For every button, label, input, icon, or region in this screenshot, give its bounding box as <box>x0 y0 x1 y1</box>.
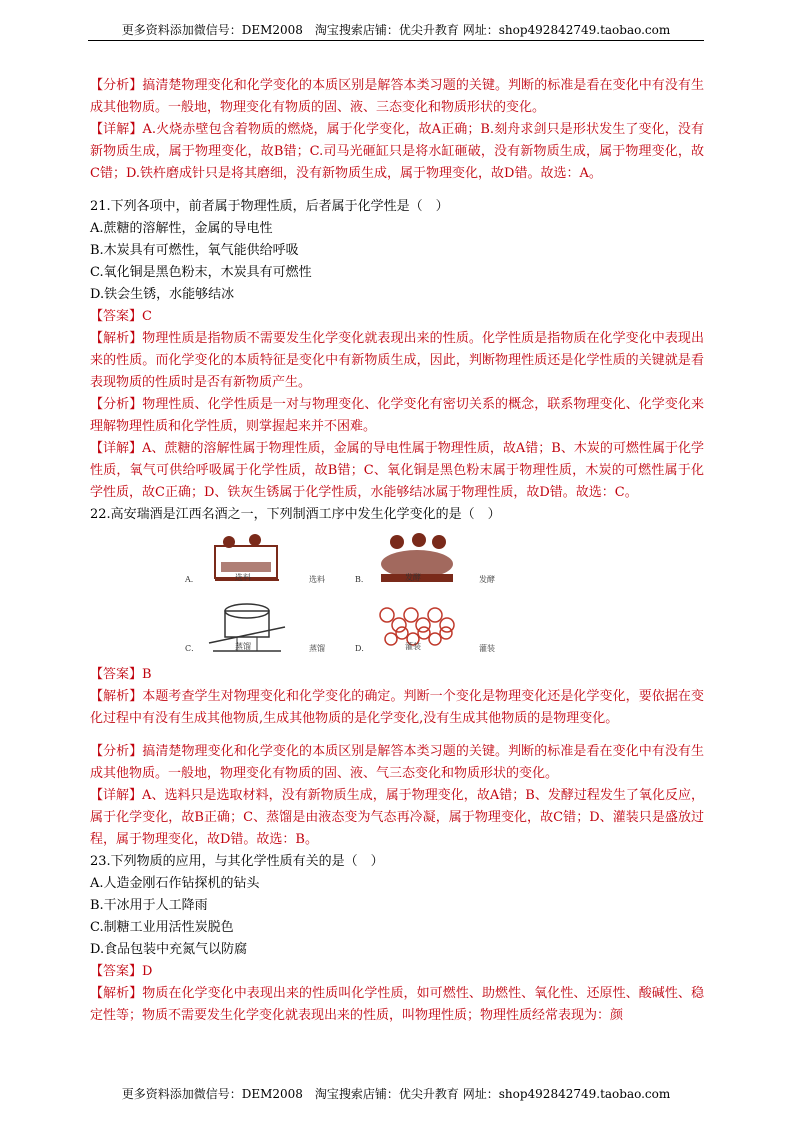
answer-text: 【分析】搞清楚物理变化和化学变化的本质区别是解答本类习题的关键。判断的标准是看在变化中有没有生成其他物质。一般地，物理变化有物质的固、液、三态变化和物质形状的变化。 <box>90 78 704 115</box>
panel-label: 选料 <box>309 575 325 584</box>
illustration-mark <box>221 562 271 572</box>
process-figure <box>185 526 525 664</box>
panel-caption: 选料 <box>235 573 251 582</box>
spacer <box>90 185 704 196</box>
figure-panel <box>355 595 525 664</box>
answer-text: 【答案】B <box>90 667 152 682</box>
question-text: D.食品包装中充氮气以防腐 <box>90 942 248 957</box>
question-text: D.铁会生锈，水能够结冰 <box>90 287 235 302</box>
panel-label: 灌装 <box>479 644 495 653</box>
question-text: A.人造金刚石作钻探机的钻头 <box>90 876 260 891</box>
answer-text: 【解析】物理性质是指物质不需要发生化学变化就表现出来的性质。化学性质是指物质在化学变化中表现出来的性质。而化学变化的本质特征是变化中有新物质生成，因此，判断物理性质还是化学性质的关键就是看表现物质的性质时是否有新物质产生。 <box>90 331 704 390</box>
illustration-mark <box>412 533 426 547</box>
panel-label: 蒸馏 <box>309 644 325 653</box>
question-text: 23.下列物质的应用，与其化学性质有关的是（ ） <box>90 854 384 869</box>
illustration-mark <box>404 608 418 622</box>
page-footer: 更多资料添加微信号：DEM2008 淘宝搜索店铺：优尖升教育 网址：shop492842749.taobao.com <box>121 1087 671 1101</box>
header-divider <box>88 40 704 41</box>
question-text: C.氧化铜是黑色粉末，木炭具有可燃性 <box>90 265 312 280</box>
illustration-mark <box>396 627 408 639</box>
illustration-mark <box>440 627 452 639</box>
illustration-mark <box>428 608 442 622</box>
option-letter: A． <box>185 575 199 584</box>
question-text: 22.高安瑞酒是江西名酒之一，下列制酒工序中发生化学变化的是（ ） <box>90 507 501 522</box>
option-letter: D． <box>355 644 370 653</box>
spacer <box>90 730 704 741</box>
answer-text: 【答案】C <box>90 309 152 324</box>
page-header: 更多资料添加微信号：DEM2008 淘宝搜索店铺：优尖升教育 网址：shop492842749.taobao.com <box>121 23 671 37</box>
question-text: A.蔗糖的溶解性，金属的导电性 <box>90 221 273 236</box>
question-text: B.干冰用于人工降雨 <box>90 898 208 913</box>
answer-text: 【分析】搞清楚物理变化和化学变化的本质区别是解答本类习题的关键。判断的标准是看在变化中有没有生成其他物质。一般地，物理变化有物质的固、液、气三态变化和物质形状的变化。 <box>90 744 704 781</box>
illustration-mark <box>225 611 269 637</box>
illustration-mark <box>429 633 441 645</box>
panel-caption: 发酵 <box>405 573 421 582</box>
panel-caption: 蒸馏 <box>235 642 251 651</box>
illustration-mark <box>380 608 394 622</box>
illustration-mark <box>390 535 404 549</box>
figure-panel <box>355 526 525 595</box>
panel-label: 发酵 <box>479 575 495 584</box>
answer-text: 【分析】物理性质、化学性质是一对与物理变化、化学变化有密切关系的概念，联系物理变化、化学变化来理解物理性质和化学性质，则掌握起来并不困难。 <box>90 397 704 434</box>
document-body <box>90 75 704 1027</box>
answer-text: 【解析】本题考查学生对物理变化和化学变化的确定。判断一个变化是物理变化还是化学变化，要依据在变化过程中有没有生成其他物质,生成其他物质的是化学变化,没有生成其他物质的是物理变化。 <box>90 689 704 726</box>
illustration-mark <box>223 536 235 548</box>
illustration-mark <box>209 627 285 643</box>
answer-text: 【解析】物质在化学变化中表现出来的性质叫化学性质，如可燃性、助燃性、氧化性、还原性、酸碱性、稳定性等；物质不需要发生化学变化就表现出来的性质，叫物理性质；物理性质经常表现为：颜 <box>90 986 704 1023</box>
option-letter: B． <box>355 575 369 584</box>
answer-text: 【详解】A、蔗糖的溶解性属于物理性质，金属的导电性属于物理性质，故A错；B、木炭的可燃性属于化学性质，氧气可供给呼吸属于化学性质，故B错；C、氧化铜是黑色粉末属于物理性质，木炭的可燃性属于化学性质，故C正确；D、铁灰生锈属于化学性质，水能够结冰属于物理性质，故D错。故选：C。 <box>90 441 704 500</box>
figure-panel <box>185 526 355 595</box>
answer-text: 【详解】A、选料只是选取材料，没有新物质生成，属于物理变化，故A错；B、发酵过程发生了氧化反应，属于化学变化，故B正确；C、蒸馏是由液态变为气态再冷凝，属于物理变化，故C错；D、灌装只是盛放过程，属于物理变化，故D错。故选：B。 <box>90 788 704 847</box>
illustration-mark <box>418 627 430 639</box>
illustration-mark <box>385 633 397 645</box>
question-text: 21.下列各项中，前者属于物理性质，后者属于化学性是（ ） <box>90 199 449 214</box>
option-letter: C． <box>185 644 200 653</box>
illustration-mark <box>432 535 446 549</box>
figure-panel <box>185 595 355 664</box>
illustration-mark <box>249 534 261 546</box>
question-text: B.木炭具有可燃性，氧气能供给呼吸 <box>90 243 299 258</box>
answer-text: 【详解】A.火烧赤壁包含着物质的燃烧，属于化学变化，故A正确；B.刻舟求剑只是形状发生了变化，没有新物质生成，属于物理变化，故B错；C.司马光砸缸只是将水缸砸破，没有新物质生成，属于物理变化，故C错；D.铁杵磨成针只是将其磨细，没有新物质生成，属于物理变化，故D错。故选：A。 <box>90 122 704 181</box>
panel-caption: 灌装 <box>405 642 421 651</box>
answer-text: 【答案】D <box>90 964 153 979</box>
question-text: C.制糖工业用活性炭脱色 <box>90 920 234 935</box>
illustration-mark <box>392 618 406 632</box>
